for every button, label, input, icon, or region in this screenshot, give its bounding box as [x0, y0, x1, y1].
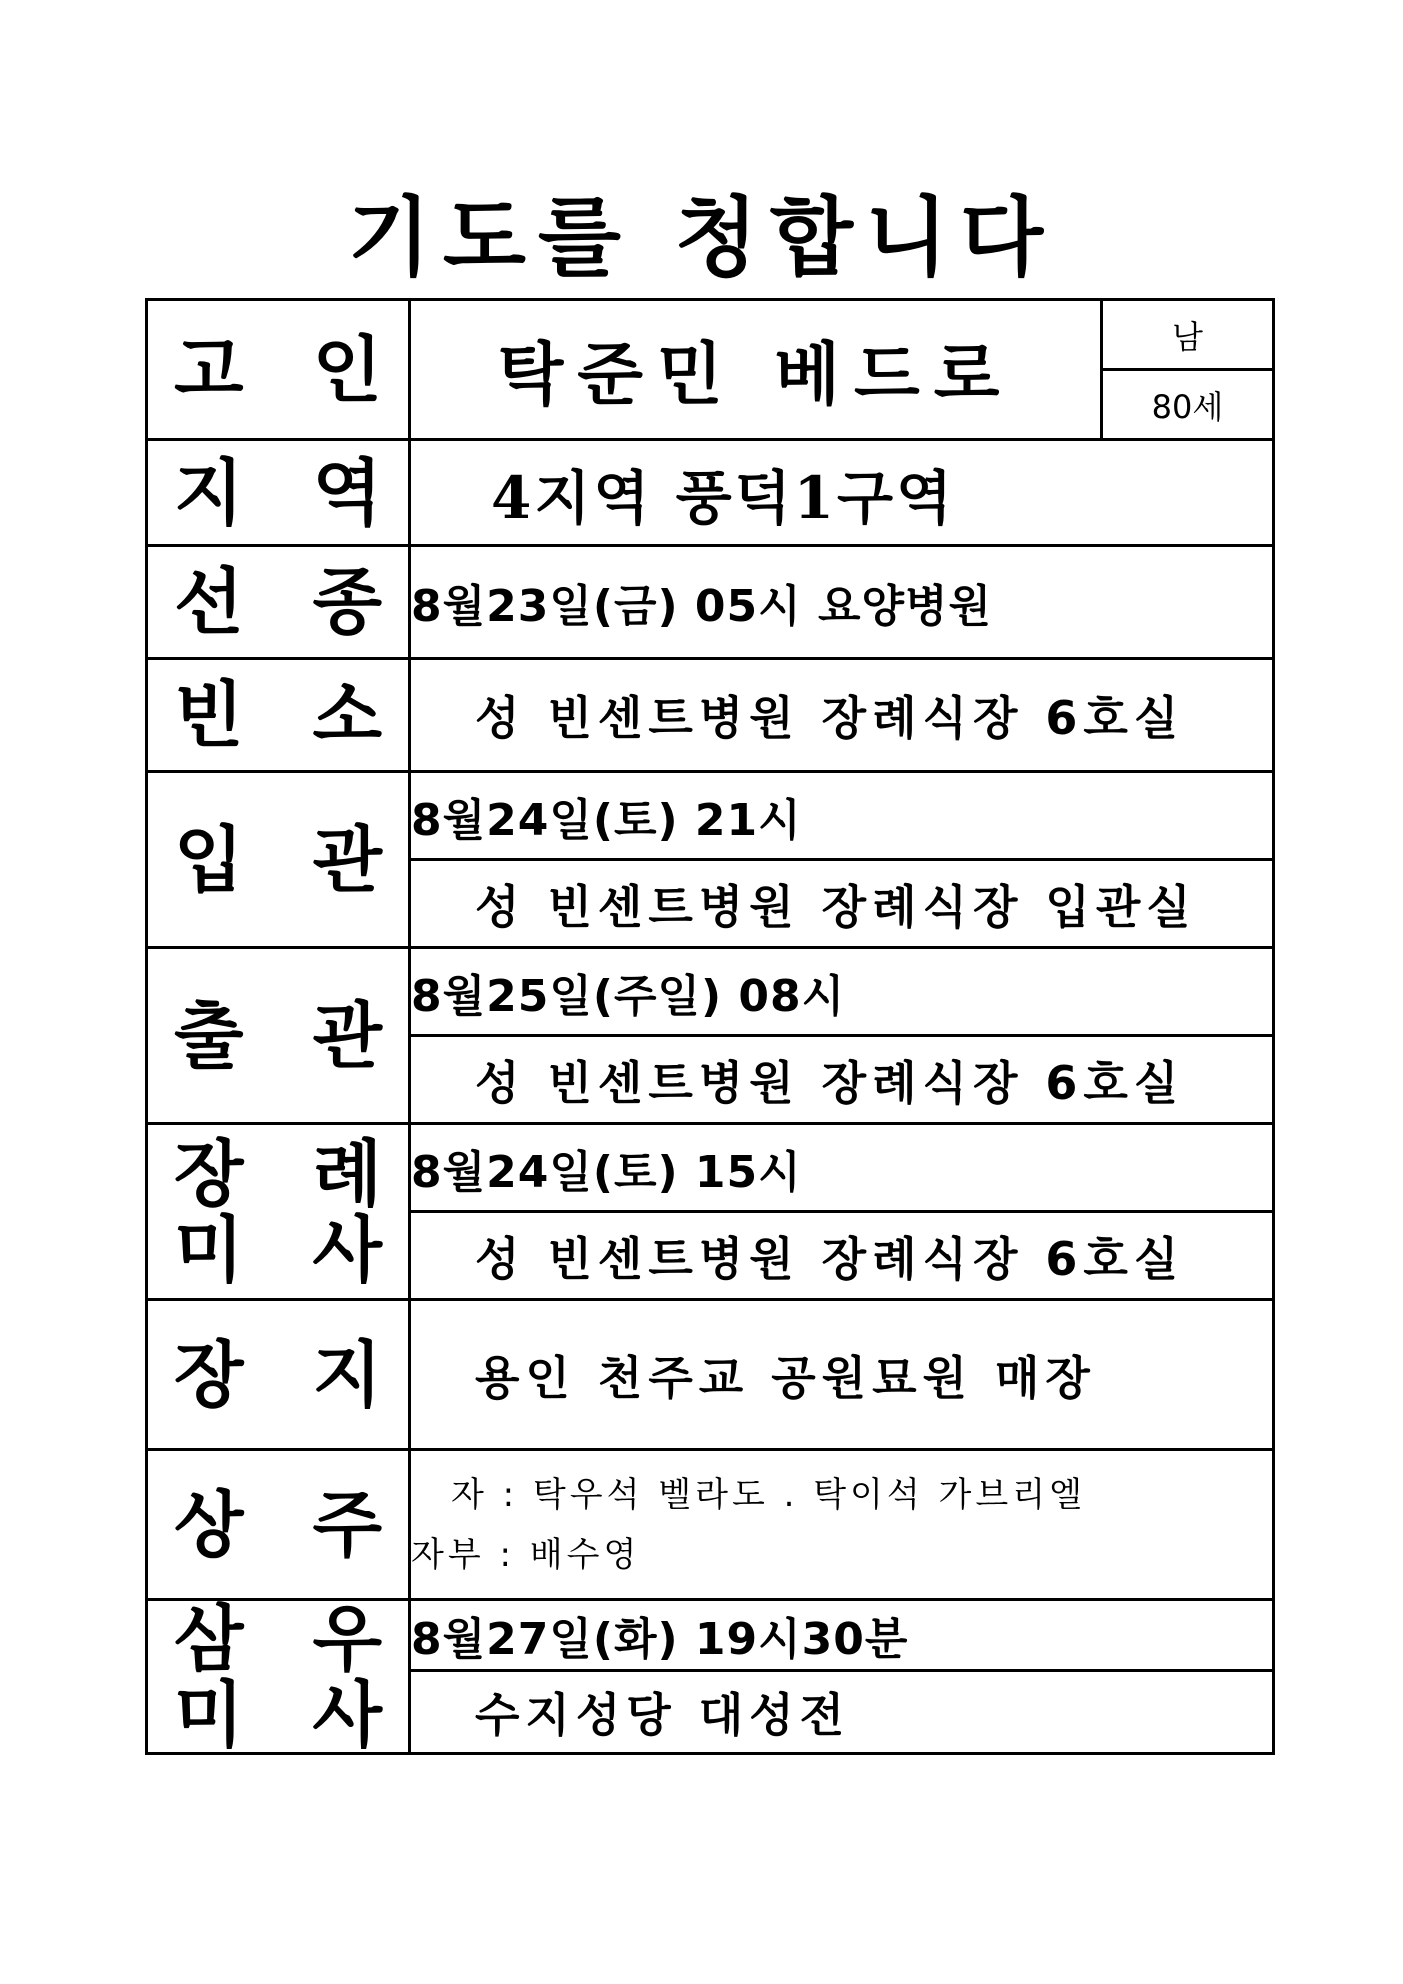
label-funeral-mass-c2: 례	[312, 1130, 382, 1216]
label-deceased	[147, 300, 410, 440]
label-chief-mourner	[147, 1450, 410, 1600]
label-encoffining-c2: 관	[312, 816, 382, 902]
label-departure-c2: 관	[312, 992, 382, 1078]
funeral-notice-table	[145, 298, 1275, 1755]
label-burial-c2: 지	[312, 1331, 382, 1417]
death-value: 8월23일(금) 05시 요양병원	[410, 546, 1274, 659]
funeral-mass-time: 8월24일(토) 15시	[410, 1124, 1274, 1212]
label-chief-mourner-c1: 상	[174, 1481, 244, 1567]
region-value: 4지역 풍덕1구역	[410, 440, 1274, 546]
mourner-sons: 자 : 탁우석 벨라도 . 탁이석 가브리엘	[451, 1474, 1086, 1515]
label-third-day-mass-c4: 사	[312, 1671, 382, 1757]
label-wake-c1: 빈	[174, 672, 244, 758]
label-region	[147, 440, 410, 546]
label-third-day-mass-c1: 삼	[174, 1596, 244, 1681]
third-day-mass-place: 수지성당 대성전	[410, 1671, 1274, 1754]
label-deceased-c2: 인	[312, 326, 382, 412]
label-funeral-mass-c3: 미	[174, 1206, 244, 1292]
label-chief-mourner-c2: 주	[312, 1481, 382, 1567]
deceased-age: 80세	[1102, 370, 1274, 440]
label-encoffining-c1: 입	[174, 816, 244, 902]
label-death	[147, 546, 410, 659]
label-third-day-mass-c2: 우	[312, 1596, 382, 1681]
label-funeral-mass	[147, 1124, 410, 1300]
deceased-gender: 남	[1102, 300, 1274, 370]
label-burial-c1: 장	[174, 1331, 244, 1417]
deceased-name: 탁준민 베드로	[410, 300, 1102, 440]
label-death-c1: 선	[174, 559, 244, 645]
funeral-mass-place: 성 빈센트병원 장례식장 6호실	[410, 1212, 1274, 1300]
label-departure-c1: 출	[174, 992, 244, 1078]
label-region-c1: 지	[174, 449, 244, 535]
label-encoffining	[147, 772, 410, 948]
label-departure	[147, 948, 410, 1124]
label-third-day-mass	[147, 1596, 410, 1757]
encoffining-place: 성 빈센트병원 장례식장 입관실	[410, 860, 1274, 948]
third-day-mass-time: 8월27일(화) 19시30분	[410, 1600, 1274, 1671]
label-region-c2: 역	[312, 449, 382, 535]
label-wake	[147, 659, 410, 772]
mourner-daughter-in-law: 자부 : 배수영	[411, 1534, 641, 1575]
wake-value: 성 빈센트병원 장례식장 6호실	[410, 659, 1274, 772]
label-funeral-mass-c1: 장	[174, 1130, 244, 1216]
label-death-c2: 종	[312, 559, 382, 645]
departure-place: 성 빈센트병원 장례식장 6호실	[410, 1036, 1274, 1124]
label-burial	[147, 1300, 410, 1450]
chief-mourner-value	[410, 1450, 1274, 1600]
burial-value: 용인 천주교 공원묘원 매장	[410, 1300, 1274, 1450]
label-funeral-mass-c4: 사	[312, 1206, 382, 1292]
label-deceased-c1: 고	[174, 326, 244, 412]
label-third-day-mass-c3: 미	[174, 1671, 244, 1757]
page-title: 기도를 청합니다	[347, 187, 1056, 288]
departure-time: 8월25일(주일) 08시	[410, 948, 1274, 1036]
label-wake-c2: 소	[312, 672, 382, 758]
encoffining-time: 8월24일(토) 21시	[410, 772, 1274, 860]
